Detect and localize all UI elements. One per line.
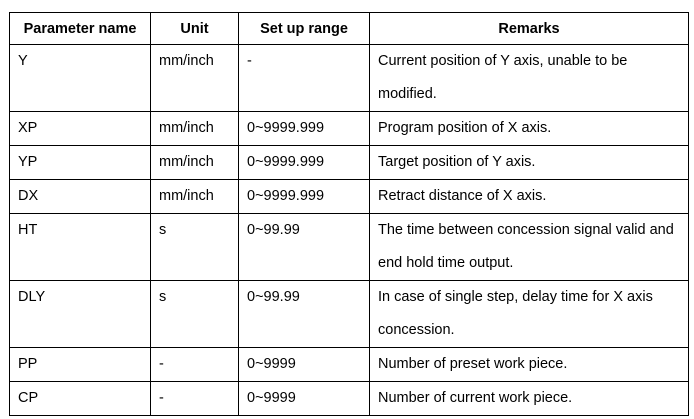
cell-range: 0~9999.999 (239, 180, 370, 214)
parameter-table (9, 12, 689, 416)
cell-parameter-name: YP (10, 146, 151, 180)
cell-unit: mm/inch (151, 146, 239, 180)
cell-parameter-name: DLY (10, 281, 151, 348)
table-row (10, 112, 689, 146)
header-row (10, 13, 689, 45)
table-row (10, 146, 689, 180)
cell-parameter-name: Y (10, 45, 151, 112)
header-parameter-name: Parameter name (10, 13, 151, 45)
cell-parameter-name: HT (10, 214, 151, 281)
table-row (10, 45, 689, 112)
cell-remark: Program position of X axis. (370, 112, 689, 146)
cell-parameter-name: PP (10, 348, 151, 382)
cell-range: 0~9999 (239, 348, 370, 382)
cell-parameter-name: CP (10, 382, 151, 416)
header-unit: Unit (151, 13, 239, 45)
cell-parameter-name: DX (10, 180, 151, 214)
table-row (10, 214, 689, 281)
cell-unit: mm/inch (151, 112, 239, 146)
cell-range: 0~9999.999 (239, 112, 370, 146)
table-row (10, 348, 689, 382)
header-remarks: Remarks (370, 13, 689, 45)
cell-remark: Target position of Y axis. (370, 146, 689, 180)
cell-remark: Number of current work piece. (370, 382, 689, 416)
cell-unit: - (151, 382, 239, 416)
cell-remark: Retract distance of X axis. (370, 180, 689, 214)
cell-unit: s (151, 214, 239, 281)
table-row (10, 180, 689, 214)
cell-remark: In case of single step, delay time for X axis concession. (370, 281, 689, 348)
cell-parameter-name: XP (10, 112, 151, 146)
cell-remark: Current position of Y axis, unable to be modified. (370, 45, 689, 112)
cell-unit: - (151, 348, 239, 382)
cell-range: 0~99.99 (239, 214, 370, 281)
cell-unit: mm/inch (151, 180, 239, 214)
header-setup-range: Set up range (239, 13, 370, 45)
cell-remark: The time between concession signal valid and end hold time output. (370, 214, 689, 281)
cell-range: 0~9999 (239, 382, 370, 416)
table-row (10, 382, 689, 416)
cell-range: 0~99.99 (239, 281, 370, 348)
cell-range: 0~9999.999 (239, 146, 370, 180)
cell-unit: s (151, 281, 239, 348)
cell-remark: Number of preset work piece. (370, 348, 689, 382)
cell-range: - (239, 45, 370, 112)
cell-unit: mm/inch (151, 45, 239, 112)
table-row (10, 281, 689, 348)
